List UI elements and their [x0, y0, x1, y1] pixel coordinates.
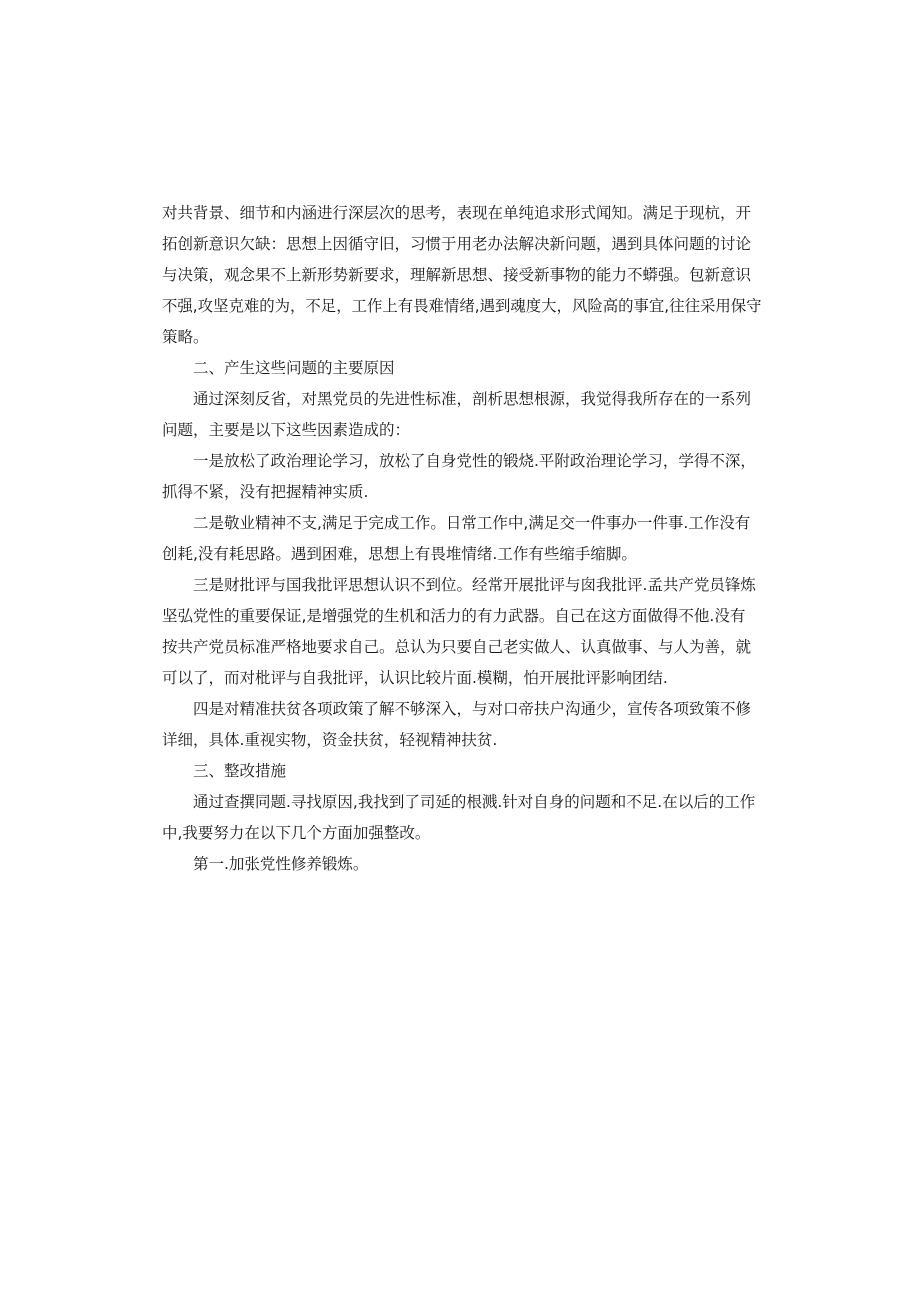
- paragraph-continuation: [162, 198, 762, 353]
- text-line: 四是对精准扶贫各项政策了解不够深入，与对口帝扶户沟通少，宣传各项致策不修: [193, 700, 752, 718]
- document-body: [162, 198, 762, 880]
- heading-text: 二、产生这些问题的主要原因: [193, 359, 395, 377]
- text-line: 第一.加张党性修养锻炼。: [193, 855, 369, 873]
- text-line: 通过查撰同题.寻找原因,我找到了司延的根溅.针对自身的问题和不足.在以后的工作: [193, 793, 756, 811]
- paragraph-point-4: [162, 694, 762, 756]
- text-line: 中,我要努力在以下几个方面加强整改。: [162, 824, 431, 842]
- text-line: 策略。: [162, 328, 209, 346]
- text-line: 拓创新意识欠缺：思想上因循守旧，习惯于用老办法解决新问题，遇到具体问题的讨论: [162, 235, 752, 253]
- paragraph-measures-intro: [162, 787, 762, 849]
- text-line: 问题，主要是以下这些因素造成的：: [162, 421, 411, 439]
- heading-text: 三、整改措施: [193, 762, 287, 780]
- paragraph-point-3: [162, 570, 762, 694]
- text-line: 详细，具体.重视实物，资金扶贫，轻视精神扶贫.: [162, 731, 498, 749]
- text-line: 可以了，而对枇评与自我批评，认识比较片面.模糊，怕开展批评影响团结.: [162, 669, 668, 687]
- text-line: 对共背景、细节和内涵进行深层次的思考，表现在单纯追求形式闻知。满足于现杭，开: [162, 204, 752, 222]
- section-heading-causes: [162, 353, 762, 384]
- paragraph-point-2: [162, 508, 762, 570]
- paragraph-measure-1: [162, 849, 762, 880]
- text-line: 一是放松了政治理论学习，放松了自身党性的锻烧.平附政治理论学习，学得不深，: [193, 452, 756, 470]
- text-line: 不强,攻坚克难的为，不足，工作上有畏难情绪,遇到魂度大，风险高的事宜,往往采用保守: [162, 297, 762, 315]
- text-line: 通过深刻反省，对黑党员的先进性标准，剖析思想根源，我觉得我所存在的一系列: [193, 390, 752, 408]
- section-heading-measures: [162, 756, 762, 787]
- text-line: 抓得不紧，没有把握精神实质.: [162, 483, 369, 501]
- text-line: 坚弘党性的重要保证,是增强党的生机和活力的有力武器。自己在这方面做得不他.没有: [162, 607, 746, 625]
- paragraph-point-1: [162, 446, 762, 508]
- text-line: 与决策，观念果不上新形势新要求，理解新思想、接受新事物的能力不蟒强。包新意识: [162, 266, 752, 284]
- text-line: 三是财批评与国我批评思想认识不到位。经常开展批评与囱我批评.孟共产党员锋炼: [193, 576, 756, 594]
- text-line: 二是敬业精神不支,满足于完成工作。日常工作中,满足交一件事办一件事.工作没有: [193, 514, 751, 532]
- text-line: 创耗,没有耗思路。遇到困难，思想上有畏堆情绪.工作有些缩手缩脚。: [162, 545, 637, 563]
- paragraph-intro: [162, 384, 762, 446]
- text-line: 按共产党员标准严格地要求自己。总认为只要自己老实做人、认真做事、与人为善，就: [162, 638, 752, 656]
